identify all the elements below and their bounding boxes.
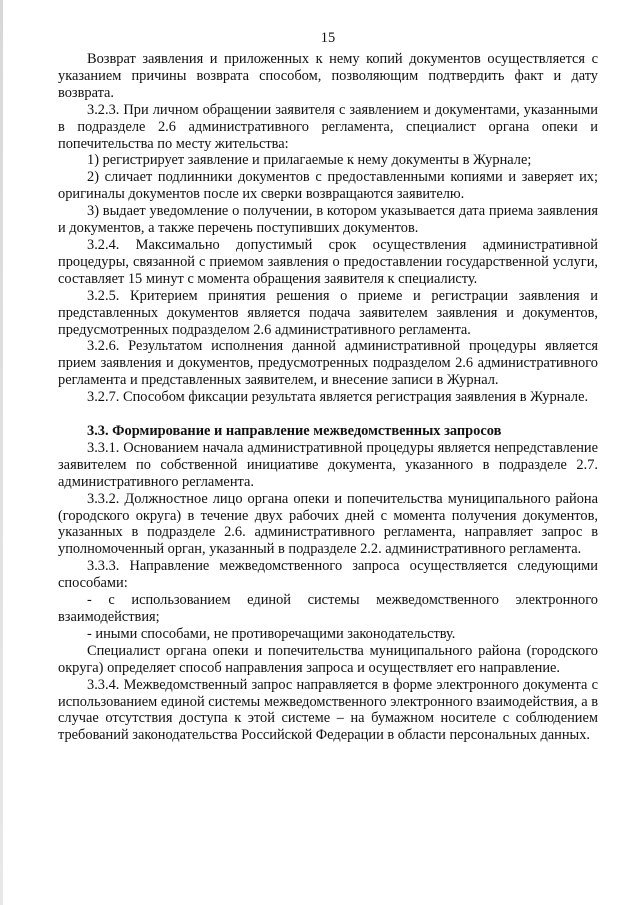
scan-edge	[0, 0, 3, 905]
section-gap	[58, 406, 598, 423]
paragraph-3-3-3: 3.3.3. Направление межведомственного запроса осуществляется следующими способами:	[58, 558, 598, 592]
list-item-other: - иными способами, не противоречащими законодательству.	[87, 625, 456, 642]
paragraph-3-3-1: 3.3.1. Основанием начала административной процедуры является непредставление заявителем по собственной инициативе документа, указанного в подразделе 2.7. административного регламента.	[58, 439, 598, 490]
paragraph-3-2-3: 3.2.3. При личном обращении заявителя с заявлением и документами, указанными в подразделе 2.6 административного регламента, специалист органа опеки и попечительства по месту жительства:	[58, 101, 598, 152]
list-item-2: 2) сличает подлинники документов с предоставленными копиями и заверяет их; оригиналы документов после их сверки возвращаются заявителю.	[58, 169, 598, 203]
list-item-1: 1) регистрирует заявление и прилагаемые к нему документы в Журнале;	[87, 152, 532, 169]
paragraph-3-2-7: 3.2.7. Способом фиксации результата является регистрация заявления в Журнале.	[87, 389, 589, 406]
paragraph-3-2-6: 3.2.6. Результатом исполнения данной административной процедуры является прием заявления и документов, предусмотренных подразделом 2.6 административного регламента и представленных заявителем, и внесение записи в Журнал.	[58, 338, 598, 389]
paragraph-specialist: Специалист органа опеки и попечительства муниципального района (городского округа) определяет способ направления запроса и осуществляет его направление.	[58, 642, 598, 676]
paragraph-3-2-4: 3.2.4. Максимально допустимый срок осуществления административной процедуры, связанной с приемом заявления о предоставлении государственной услуги, составляет 15 минут с момента обращения заявителя к специалисту.	[58, 236, 598, 287]
list-item-smev: - с использованием единой системы межведомственного электронного взаимодействия;	[58, 592, 598, 625]
paragraph-3-3-2: 3.3.2. Должностное лицо органа опеки и попечительства муниципального района (городского округа) в течение двух рабочих дней с момента получения документов, указанных в подразделе 2.6. административного регламента, направляет запрос в уполномоченный орган, указанный в подразделе 2.2. административного регламента.	[58, 490, 598, 558]
document-page	[58, 30, 598, 744]
list-item-3: 3) выдает уведомление о получении, в котором указывается дата приема заявления и документов, а также перечень поступивших документов.	[58, 203, 598, 237]
page-number: 15	[320, 30, 336, 46]
paragraph-3-3-4: 3.3.4. Межведомственный запрос направляется в форме электронного документа с использованием единой системы межведомственного электронного взаимодействия, а в случае отсутствия доступа к этой системе – на бумажном носителе с соблюдением требований законодательства Российской Федерации в области персональных данных.	[58, 676, 598, 744]
section-heading: 3.3. Формирование и направление межведомственных запросов	[87, 423, 502, 440]
paragraph-return: Возврат заявления и приложенных к нему копий документов осуществляется с указанием причины возврата способом, позволяющим подтвердить факт и дату возврата.	[58, 51, 598, 101]
paragraph-3-2-5: 3.2.5. Критерием принятия решения о приеме и регистрации заявления и представленных документов является подача заявителем заявления и документов, предусмотренных подразделом 2.6 административного регламента.	[58, 287, 598, 338]
